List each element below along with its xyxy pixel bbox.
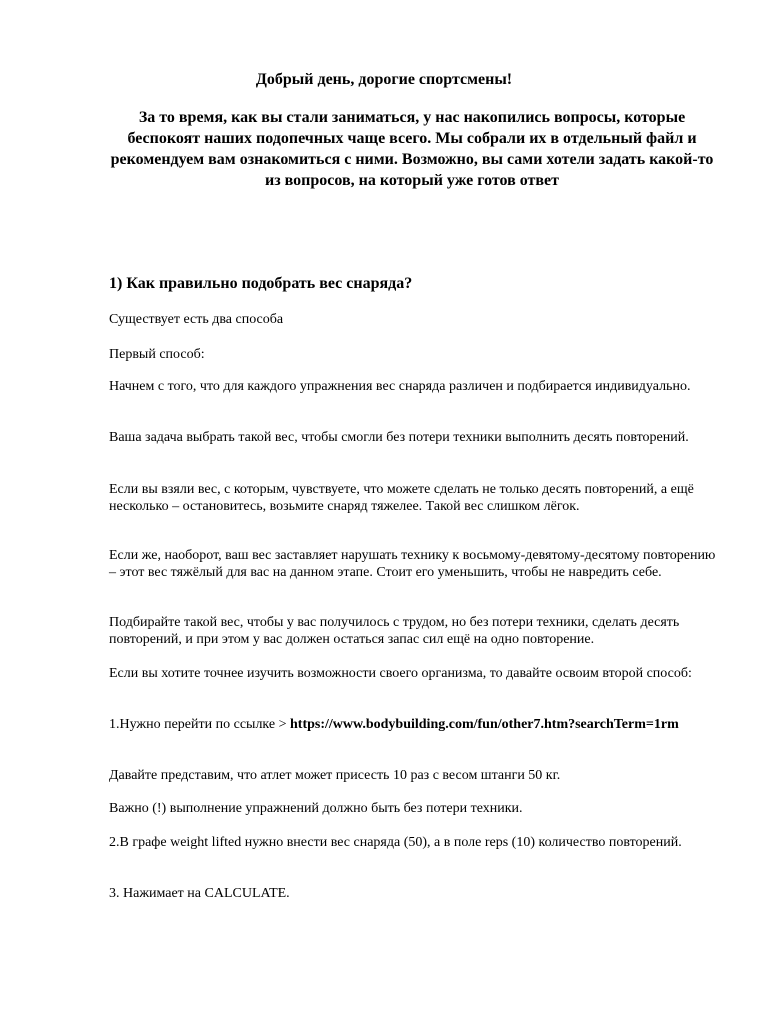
paragraph-too-light: Если вы взяли вес, с которым, чувствуете, что можете сделать не только десять повторений, а ещё несколько – остановитесь, возьмите снаряд тяжелее. Такой вес слишком лёгок. <box>109 482 694 514</box>
paragraph-second-method: Если вы хотите точнее изучить возможности своего организма, то давайте освоим второй способ: <box>109 666 692 681</box>
question-heading: 1) Как правильно подобрать вес снаряда? <box>109 275 413 292</box>
paragraph-two-methods: Существует есть два способа <box>109 312 284 327</box>
paragraph-important: Важно (!) выполнение упражнений должно быть без потери техники. <box>109 801 523 816</box>
paragraph-task: Ваша задача выбрать такой вес, чтобы смогли без потери техники выполнить десять повторений. <box>109 430 689 445</box>
paragraph-first-method: Первый способ: <box>109 347 205 362</box>
paragraph-too-heavy: Если же, наоборот, ваш вес заставляет нарушать технику к восьмому-девятому-десятому повторению – этот вес тяжёлый для вас на данном этапе. Стоит его уменьшить, чтобы не навредить себе. <box>109 548 716 580</box>
paragraph-choose-weight: Подбирайте такой вес, чтобы у вас получилось с трудом, но без потери техники, сделать десять повторений, и при этом у вас должен остаться запас сил ещё на одно повторение. <box>109 615 680 647</box>
step-two-paragraph: 2.В графе weight lifted нужно внести вес снаряда (50), а в поле reps (10) количество повторений. <box>109 835 682 850</box>
greeting-heading: Добрый день, дорогие спортсмены! <box>255 71 513 88</box>
intro-paragraph: За то время, как вы стали заниматься, у нас накопились вопросы, которые беспокоят наших подопечных чаще всего. Мы собрали их в отдельный файл и рекомендуем вам ознакомиться с ними. Возможно, вы сами хотели задать какой-то из вопросов, на который уже готов ответ <box>110 109 714 189</box>
calculator-link[interactable]: https://www.bodybuilding.com/fun/other7.htm?searchTerm=1rm <box>290 717 679 732</box>
step-one-prefix: 1.Нужно перейти по ссылке > <box>109 717 290 732</box>
paragraph-example: Давайте представим, что атлет может присесть 10 раз с весом штанги 50 кг. <box>109 768 561 783</box>
paragraph-weight-individual: Начнем с того, что для каждого упражнения вес снаряда различен и подбирается индивидуально. <box>109 379 691 394</box>
step-three-paragraph: 3. Нажимает на CALCULATE. <box>109 886 290 901</box>
step-one-paragraph <box>109 716 719 733</box>
